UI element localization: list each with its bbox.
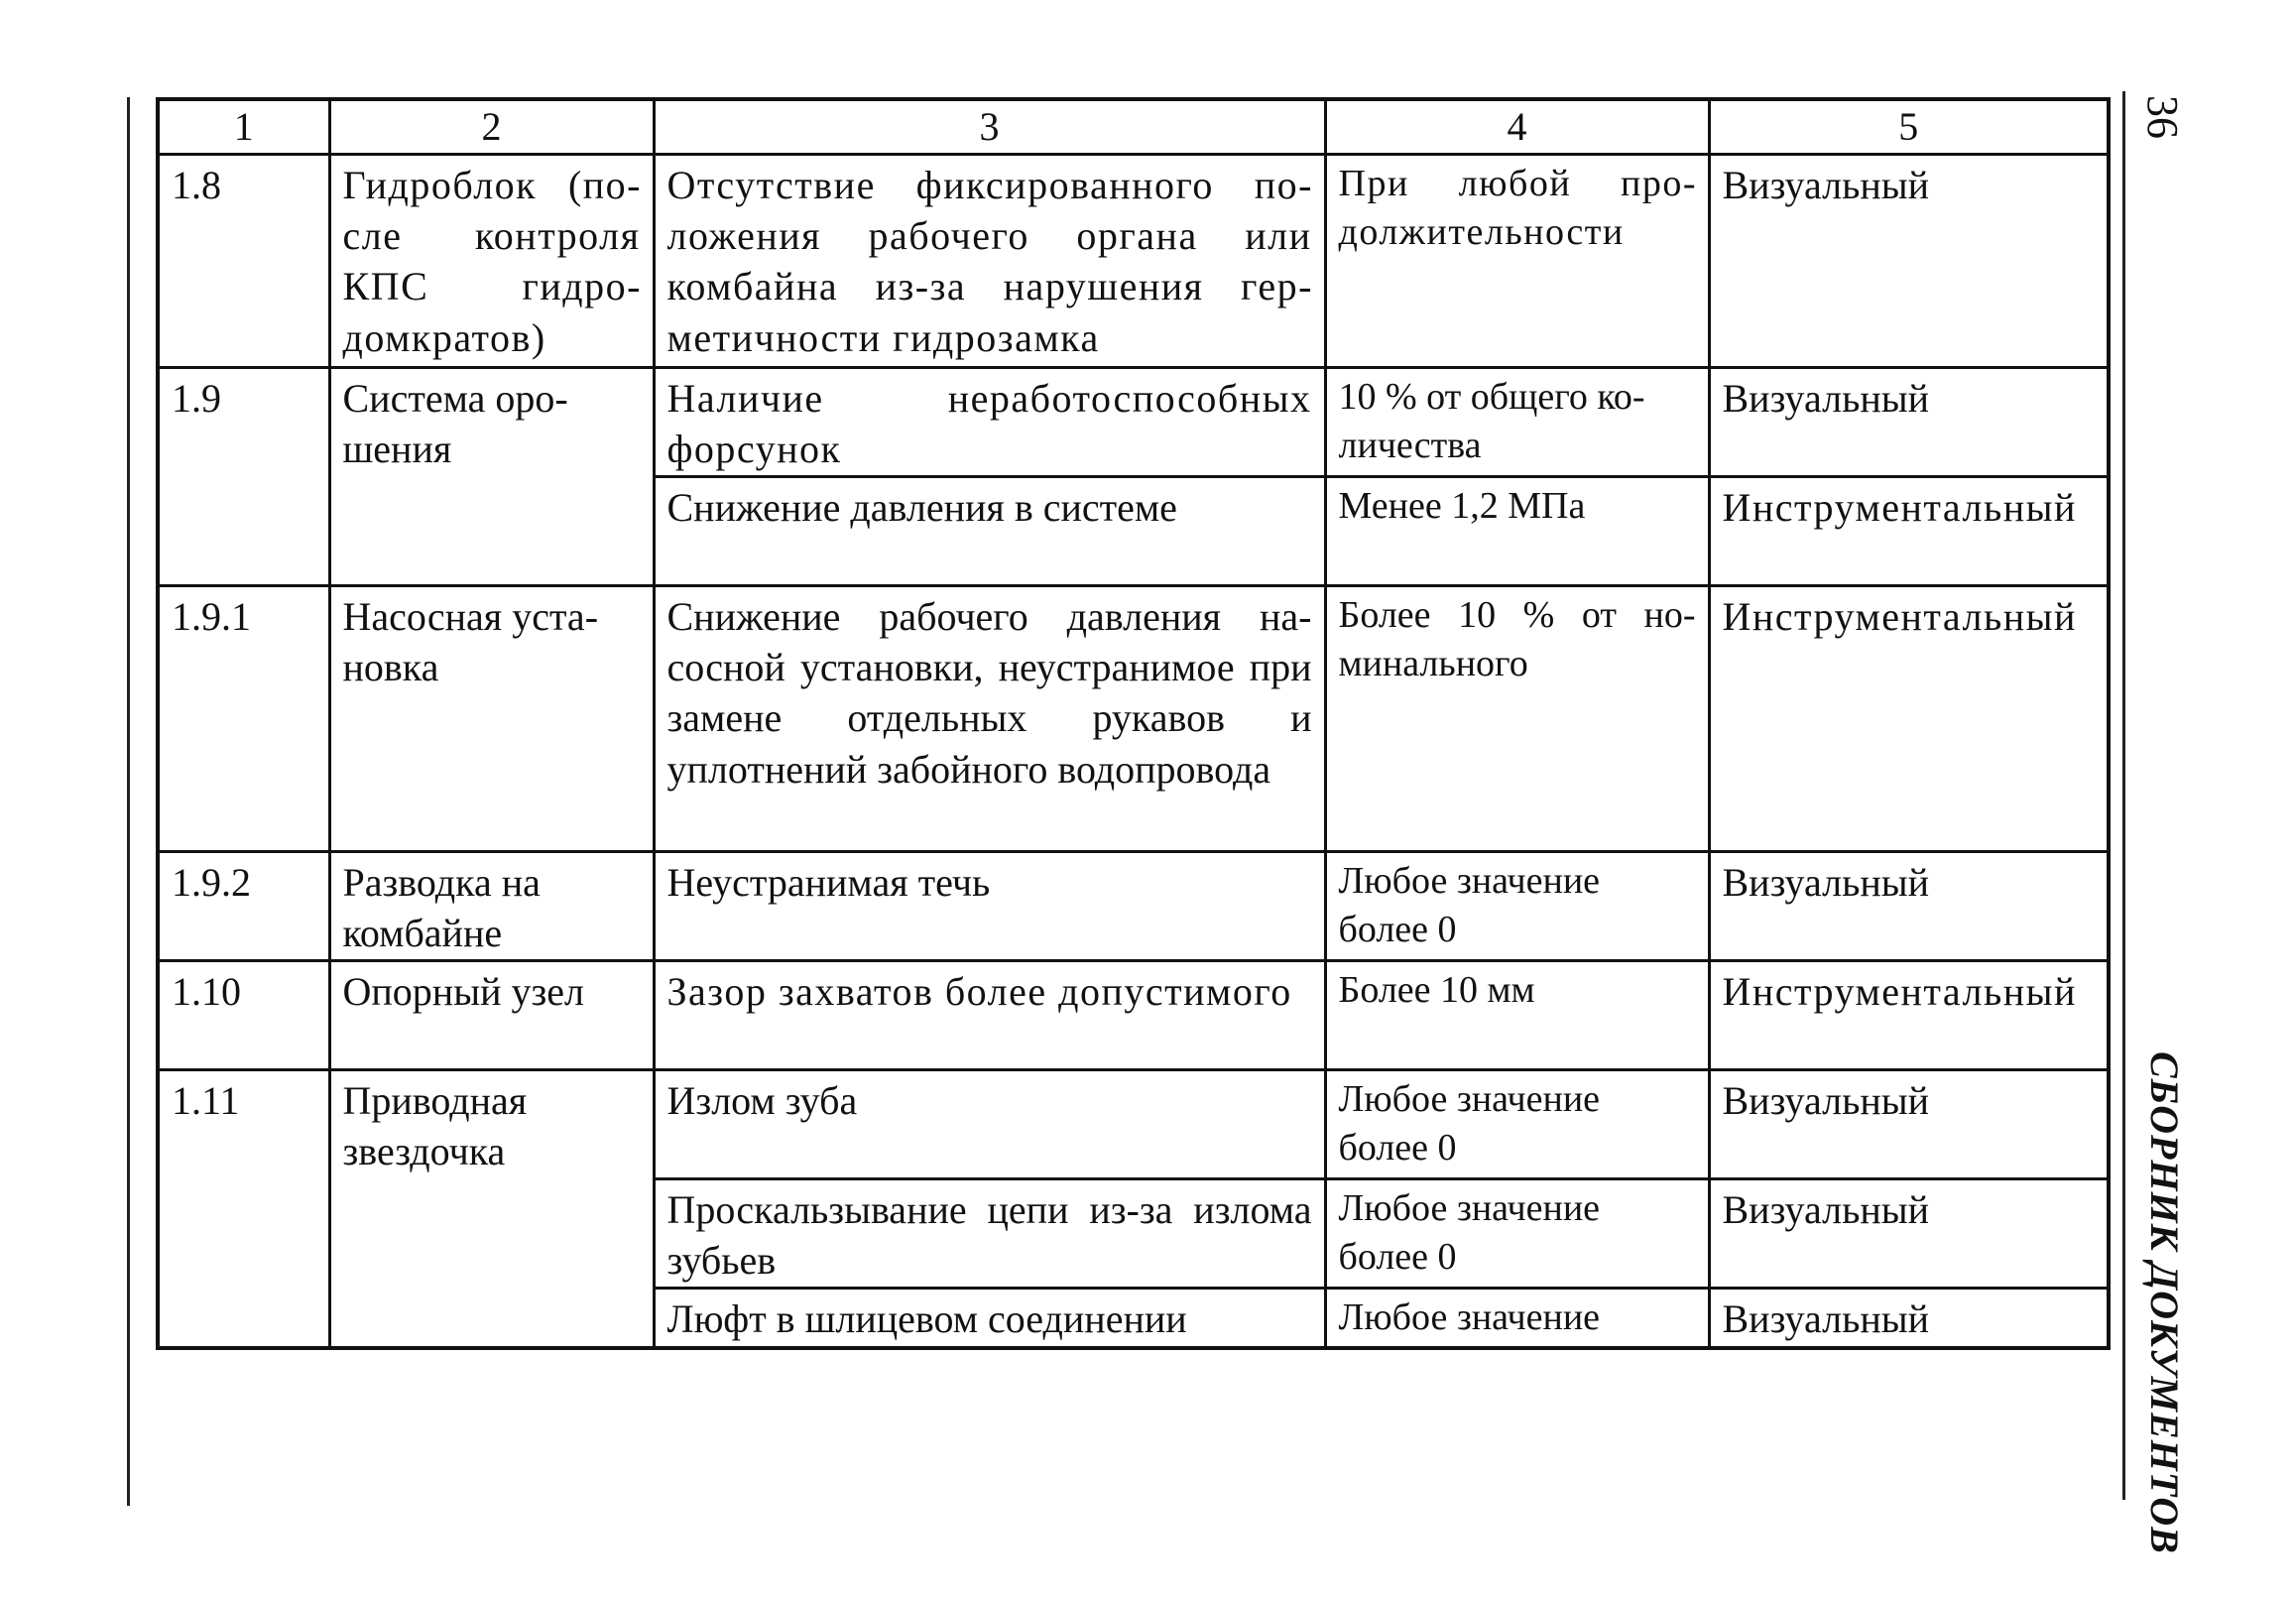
defect-sign: Снижение рабочего давления насосной установки, неустранимое при замене отдельных рукавов и уплотнений забойного водопровода [654,586,1325,852]
table-header-row [158,99,2109,155]
element-name: Приводная звездочка [329,1070,654,1348]
limit-value: Менее 1,2 МПа [1325,477,1709,586]
table-row [158,155,2109,368]
defect-sign: Проскальзывание цепи из-за излома зубьев [654,1179,1325,1289]
control-method: Визуальный [1709,155,2109,368]
item-number: 1.9 [158,368,329,586]
item-number: 1.8 [158,155,329,368]
column-header: 1 [158,99,329,155]
element-name: Разводка на комбайне [329,852,654,961]
defect-sign: Наличие неработоспособных форсунок [654,368,1325,477]
control-method: Визуальный [1709,1289,2109,1348]
limit-value: Более 10 % от номинального [1325,586,1709,852]
control-method: Инструментальный [1709,477,2109,586]
table-row [158,852,2109,961]
item-number: 1.9.2 [158,852,329,961]
defect-sign: Неустранимая течь [654,852,1325,961]
limit-value: Любое значение более 0 [1325,1179,1709,1289]
control-method: Инструментальный [1709,961,2109,1070]
limit-value: Любое значение более 0 [1325,1070,1709,1179]
element-name: Опорный узел [329,961,654,1070]
column-header: 5 [1709,99,2109,155]
defect-sign: Отсутствие фиксированного положения рабочего органа или комбайна из-за нарушения герметичности гидрозамка [654,155,1325,368]
table-row [158,368,2109,477]
control-method: Визуальный [1709,1070,2109,1179]
column-header: 3 [654,99,1325,155]
limit-value: 10 % от общего количества [1325,368,1709,477]
limit-value: Любое значение более 0 [1325,852,1709,961]
limit-value: При любой продолжительности [1325,155,1709,368]
limit-value: Более 10 мм [1325,961,1709,1070]
control-method: Инструментальный [1709,586,2109,852]
left-margin-rule [127,97,130,1506]
table-row [158,1070,2109,1179]
page-number: 36 [2138,95,2187,139]
column-header: 4 [1325,99,1709,155]
item-number: 1.11 [158,1070,329,1348]
column-header: 2 [329,99,654,155]
limit-value: Любое значение [1325,1289,1709,1348]
control-method: Визуальный [1709,1179,2109,1289]
right-margin-rule [2122,91,2125,1500]
item-number: 1.10 [158,961,329,1070]
defect-sign: Зазор захватов более допустимого [654,961,1325,1070]
table-row [158,586,2109,852]
element-name: Насосная установка [329,586,654,852]
defects-table [156,97,2111,1350]
defect-sign: Снижение давления в системе [654,477,1325,586]
control-method: Визуальный [1709,368,2109,477]
element-name: Гидроблок (после контроля КПС гидродомкратов) [329,155,654,368]
defect-sign: Излом зуба [654,1070,1325,1179]
running-title: СБОРНИК ДОКУМЕНТОВ [2142,1051,2187,1554]
defect-sign: Люфт в шлицевом соединении [654,1289,1325,1348]
control-method: Визуальный [1709,852,2109,961]
table-row [158,961,2109,1070]
element-name: Система орошения [329,368,654,586]
item-number: 1.9.1 [158,586,329,852]
